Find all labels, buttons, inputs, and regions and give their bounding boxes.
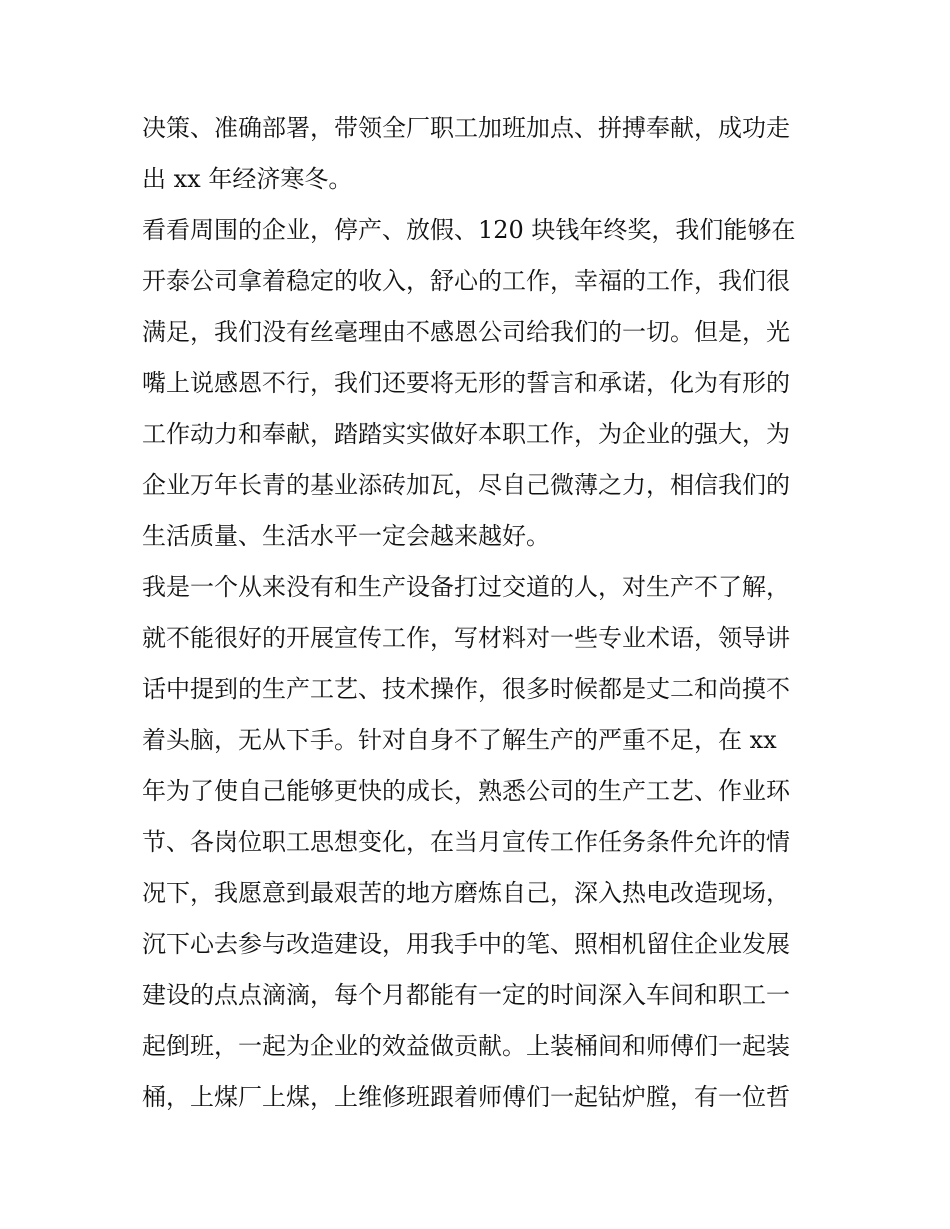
text-line: 着头脑，无从下手。针对自身不了解生产的严重不足，在 xx bbox=[142, 726, 777, 754]
text-line: 况下，我愿意到最艰苦的地方磨炼自己，深入热电改造现场， bbox=[142, 879, 790, 907]
text-line: 出 xx 年经济寒冬。 bbox=[142, 165, 353, 193]
text-line: 企业万年长青的基业添砖加瓦，尽自己微薄之力，相信我们的 bbox=[142, 471, 790, 499]
text-line: 我是一个从来没有和生产设备打过交道的人，对生产不了解， bbox=[142, 573, 790, 601]
body-text bbox=[142, 103, 822, 1123]
text-line: 看看周围的企业，停产、放假、120 块钱年终奖，我们能够在 bbox=[142, 216, 796, 244]
text-line: 起倒班，一起为企业的效益做贡献。上装桶间和师傅们一起装 bbox=[142, 1032, 790, 1060]
text-line: 建设的点点滴滴，每个月都能有一定的时间深入车间和职工一 bbox=[142, 981, 790, 1009]
text-line: 就不能很好的开展宣传工作，写材料对一些专业术语，领导讲 bbox=[142, 624, 790, 652]
text-line: 生活质量、生活水平一定会越来越好。 bbox=[142, 522, 550, 550]
text-line: 沉下心去参与改造建设，用我手中的笔、照相机留住企业发展 bbox=[142, 930, 790, 958]
text-line: 桶，上煤厂上煤，上维修班跟着师傅们一起钻炉膛，有一位哲 bbox=[142, 1083, 790, 1111]
text-line: 决策、准确部署，带领全厂职工加班加点、拼搏奉献，成功走 bbox=[142, 114, 790, 142]
text-line: 年为了使自己能够更快的成长，熟悉公司的生产工艺、作业环 bbox=[142, 777, 790, 805]
text-line: 嘴上说感恩不行，我们还要将无形的誓言和承诺，化为有形的 bbox=[142, 369, 790, 397]
text-line: 开泰公司拿着稳定的收入，舒心的工作，幸福的工作，我们很 bbox=[142, 267, 790, 295]
text-line: 满足，我们没有丝毫理由不感恩公司给我们的一切。但是，光 bbox=[142, 318, 790, 346]
text-line: 工作动力和奉献，踏踏实实做好本职工作，为企业的强大，为 bbox=[142, 420, 790, 448]
text-line: 话中提到的生产工艺、技术操作，很多时候都是丈二和尚摸不 bbox=[142, 675, 790, 703]
text-line: 节、各岗位职工思想变化，在当月宣传工作任务条件允许的情 bbox=[142, 828, 790, 856]
